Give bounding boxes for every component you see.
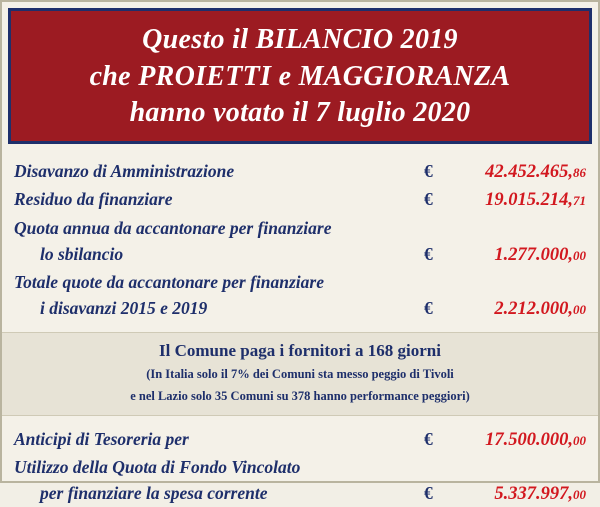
figure-label: Disavanzo di Amministrazione	[14, 161, 235, 181]
amount-decimals: 00	[573, 247, 586, 263]
figure-row	[14, 269, 586, 295]
band-subtitle-line1: (In Italia solo il 7% dei Comuni sta messo peggio di Tivoli	[146, 367, 454, 382]
amount-integer: 5.337.997,	[494, 484, 573, 505]
figure-row-continuation	[14, 480, 586, 506]
amount-decimals: 00	[573, 487, 586, 503]
figure-amount	[458, 299, 586, 320]
figure-label: Utilizzo della Quota di Fondo Vincolato	[14, 457, 301, 478]
figure-row	[14, 426, 586, 452]
figure-row-continuation	[14, 295, 586, 321]
figure-label: Anticipi di Tesoreria per	[14, 428, 189, 449]
figure-row	[14, 215, 586, 241]
header-line-2: che PROIETTI e MAGGIORANZA	[89, 60, 511, 92]
figure-row	[14, 454, 586, 480]
amount-decimals: 71	[573, 193, 586, 209]
header-line-1: Questo il BILANCIO 2019	[142, 23, 458, 55]
currency-symbol: €	[424, 161, 433, 181]
band-subtitle-line2: e nel Lazio solo 35 Comuni su 378 hanno performance peggiori)	[130, 389, 470, 404]
header-line-3: hanno votato il 7 luglio 2020	[129, 97, 471, 129]
amount-integer: 17.500.000,	[485, 429, 573, 450]
top-figures-list	[2, 144, 598, 322]
figure-label-line2: per finanziare la spesa corrente	[40, 483, 268, 504]
supplier-payment-band	[2, 332, 598, 416]
amount-integer: 1.277.000,	[494, 244, 573, 265]
figure-row-continuation	[14, 241, 586, 267]
amount-decimals: 86	[573, 165, 586, 180]
amount-decimals: 00	[573, 432, 586, 448]
figure-label-line2: lo sbilancio	[40, 243, 124, 264]
amount-integer: 19.015.214,	[485, 190, 573, 211]
band-title: Il Comune paga i fornitori a 168 giorni	[159, 340, 441, 360]
bottom-figures-list	[2, 416, 598, 507]
currency-symbol: €	[424, 298, 433, 319]
figure-label-line2: i disavanzi 2015 e 2019	[40, 298, 208, 319]
figure-amount	[458, 162, 586, 183]
figure-amount	[458, 190, 586, 211]
figure-label: Totale quote da accantonare per finanziare	[14, 272, 324, 292]
figure-row	[14, 186, 586, 212]
currency-symbol: €	[424, 243, 433, 264]
currency-symbol: €	[424, 483, 433, 504]
currency-symbol: €	[424, 428, 433, 449]
figure-label: Residuo da finanziare	[14, 189, 173, 210]
currency-symbol: €	[424, 189, 433, 210]
header-banner-text	[11, 11, 589, 141]
figure-amount	[458, 430, 586, 451]
figure-label: Quota annua da accantonare per finanziare	[14, 217, 332, 238]
amount-integer: 42.452.465,	[485, 162, 573, 182]
header-banner	[8, 8, 592, 144]
figure-row	[14, 158, 586, 184]
amount-integer: 2.212.000,	[494, 299, 573, 320]
amount-decimals: 00	[573, 302, 586, 318]
figure-amount	[458, 245, 586, 266]
figure-amount	[458, 484, 586, 505]
